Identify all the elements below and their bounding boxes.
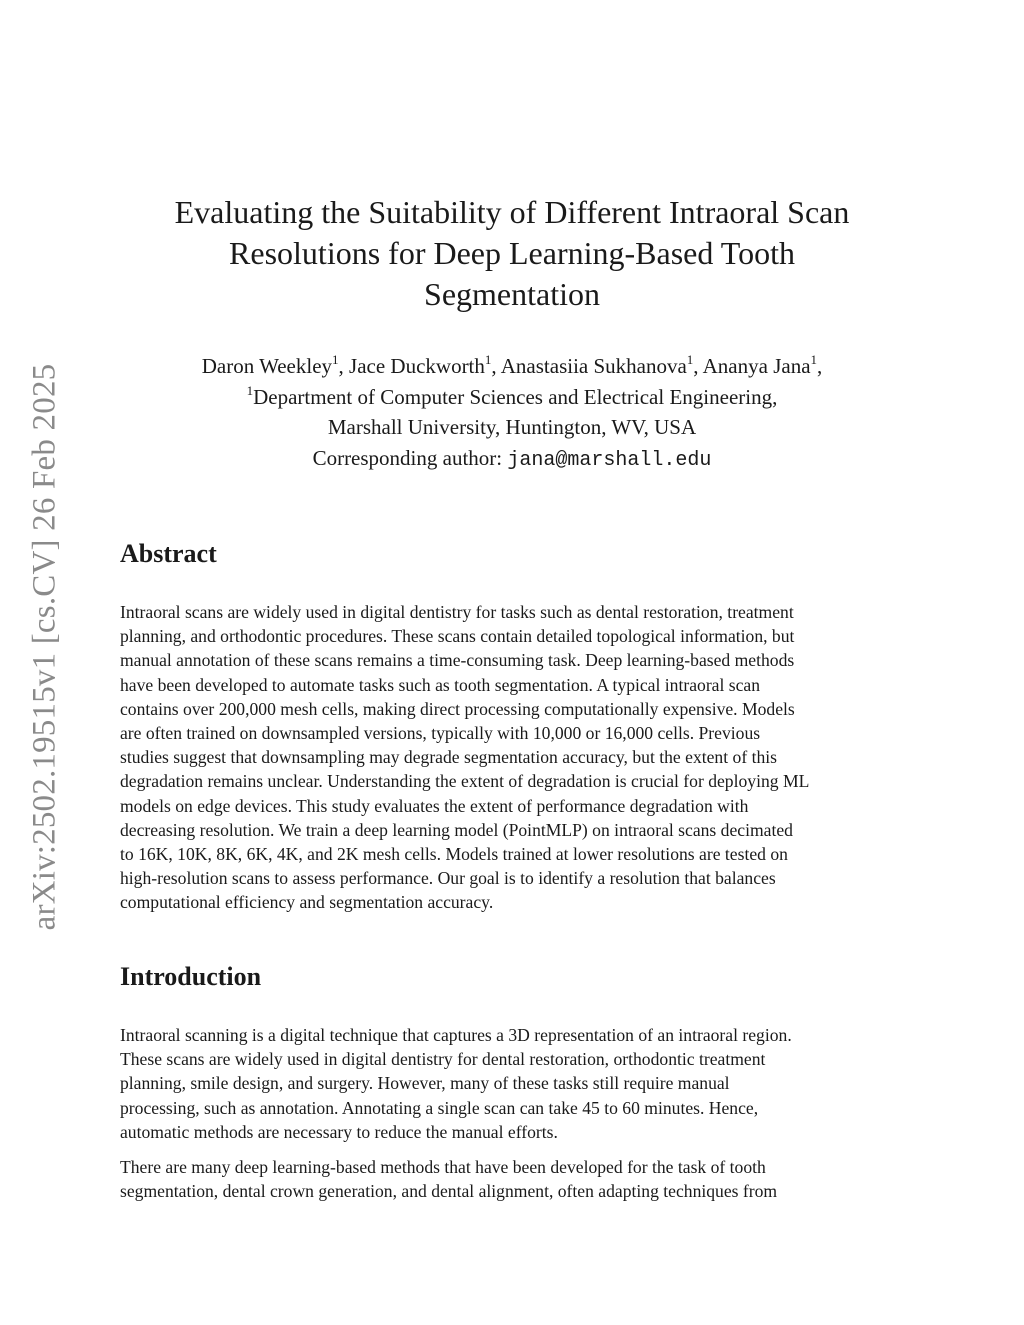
text-line: models on edge devices. This study evaluates the extent of performance degradation with [120,795,749,816]
title-line: Segmentation [424,276,600,312]
text-line: These scans are widely used in digital dentistry for dental restoration, orthodontic treatment [120,1049,766,1070]
author-affiliation-marker: 1 [332,352,339,367]
author-affiliation-marker: 1 [810,352,818,367]
text-line: segmentation, dental crown generation, and dental alignment, often adapting techniques from [120,1181,778,1202]
corresponding-label: Corresponding author: [312,445,503,470]
affiliation-university: Marshall University, Huntington, WV, USA [327,415,697,439]
author-affiliation-marker: 1 [686,352,694,367]
abstract-text [120,600,910,915]
corresponding-author [120,443,904,477]
title-line: Evaluating the Suitability of Different Intraoral Scan [174,194,850,230]
author-name: Daron Weekley [201,354,333,378]
text-line: manual annotation of these scans remains a time-consuming task. Deep learning-based methods [120,650,795,671]
text-line: There are many deep learning-based methods that have been developed for the task of tooth [120,1157,766,1177]
text-line: to 16K, 10K, 8K, 6K, 4K, and 2K mesh cells. Models trained at lower resolutions are tested on [120,844,788,865]
text-line: decreasing resolution. We train a deep learning model (PointMLP) on intraoral scans decimated [120,819,793,840]
text-line: Intraoral scanning is a digital technique that captures a 3D representation of an intraoral region. [120,1025,792,1045]
title-line: Resolutions for Deep Learning-Based Tooth [229,235,795,271]
text-line: planning, smile design, and surgery. However, many of these tasks still require manual [120,1073,730,1094]
introduction-paragraph-1 [120,1023,910,1144]
text-line: high-resolution scans to assess performance. Our goal is to identify a resolution that balances [120,868,776,889]
author-name: Anastasiia Sukhanova [500,354,687,378]
author-name: Ananya Jana [702,354,811,378]
text-line: Intraoral scans are widely used in digital dentistry for tasks such as dental restoration, treatment [120,602,794,622]
text-line: computational efficiency and segmentation accuracy. [120,892,494,913]
affiliation-marker: 1 [246,382,254,398]
text-line: planning, and orthodontic procedures. These scans contain detailed topological information, but [120,626,795,647]
abstract-heading: Abstract [120,539,217,568]
text-line: studies suggest that downsampling may degrade segmentation accuracy, but the extent of this [120,747,777,768]
author-block [120,351,904,476]
corresponding-email[interactable]: jana@marshall.edu [507,448,712,472]
text-line: have been developed to automate tasks such as tooth segmentation. A typical intraoral scan [120,674,761,695]
text-line: are often trained on downsampled versions, typically with 10,000 or 16,000 cells. Previous [120,723,761,744]
author-name: Jace Duckworth [349,354,485,378]
introduction-paragraph-2 [120,1155,910,1203]
text-line: contains over 200,000 mesh cells, making direct processing computationally expensive. Models [120,698,795,719]
text-line: processing, such as annotation. Annotating a single scan can take 45 to 60 minutes. Hence, [120,1097,759,1118]
author-list: Daron Weekley$^1$, Jace Duckworth$^1$, Anastasiia Sukhanova$^1$, Ananya Jana$^1$, [201,352,823,378]
arxiv-identifier-stamp: arXiv:2502.19515v1 [cs.CV] 26 Feb 2025 [26,363,63,931]
text-line: degradation remains unclear. Understanding the extent of degradation is crucial for deploying ML [120,771,810,792]
paper-title [120,192,904,315]
author-affiliation-marker: 1 [484,352,492,367]
affiliation-department: $^1$Department of Computer Sciences and Electrical Engineering, [246,382,778,409]
text-line: automatic methods are necessary to reduce the manual efforts. [120,1121,558,1142]
introduction-heading: Introduction [120,962,262,991]
